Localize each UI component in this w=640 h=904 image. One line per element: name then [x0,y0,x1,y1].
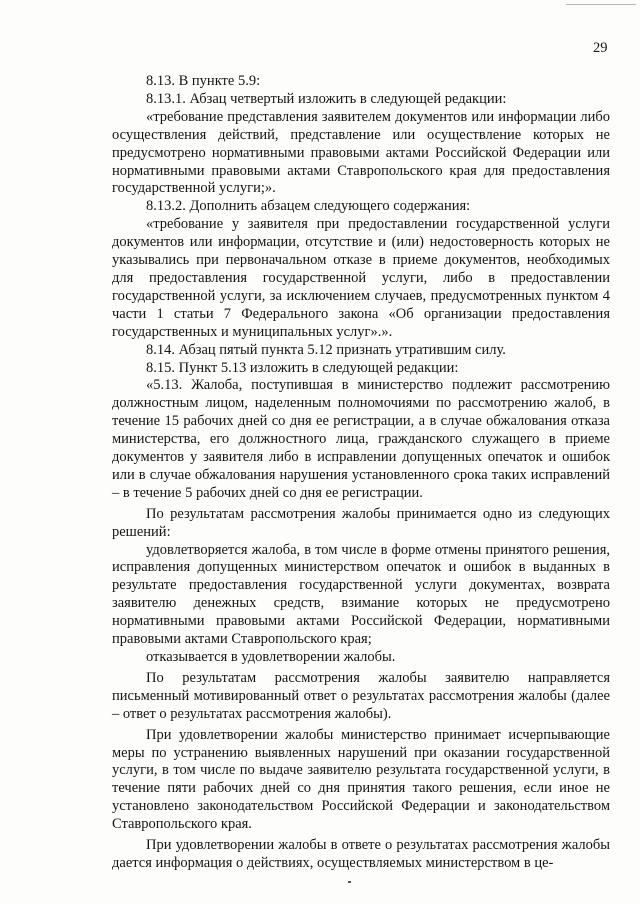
paragraph-8-13-2: 8.13.2. Дополнить абзацем следующего содержания: [146,198,471,215]
paragraph-8-13-1: 8.13.1. Абзац четвертый изложить в следующей редакции: [146,90,507,107]
paragraph: По результатам рассмотрения жалобы заявителю направляется письменный мотивированный ответ о результатах рассмотрения жалобы (далее – ответ о результатах рассмотрения жалобы). [112,669,610,722]
top-edge-rule [566,4,636,5]
paragraph-8-14: 8.14. Абзац пятый пункта 5.12 признать утратившим силу. [146,341,506,358]
scan-speck [348,881,351,883]
paragraph-8-15: 8.15. Пункт 5.13 изложить в следующей редакции: [146,359,459,376]
paragraph: удовлетворяется жалоба, в том числе в форме отмены принятого решения, исправления допущенных министерством опечаток и ошибок в выданных в результате предоставления государственной услуги документах, возврата заявителю денежных средств, взимание которых не предусмотрено нормативными правовыми актами Российской Федерации, нормативными правовыми актами Ставропольского края; [112,541,610,648]
quoted-paragraph: «требование у заявителя при предоставлении государственной услуги документов или информации, отсутствие и (или) недостоверность которых не указывались при первоначальном отказе в приеме документов, необходимых для предоставления государственной услуги, либо в предоставлении государственной услуги, за исключением случаев, предусмотренных пунктом 4 части 1 статьи 7 Федерального закона «Об организации предоставления государственных и муниципальных услуг».». [112,216,610,340]
paragraph: По результатам рассмотрения жалобы принимается одно из следующих решений: [112,505,610,540]
paragraph: При удовлетворении жалобы министерство принимает исчерпывающие меры по устранению выявленных нарушений при оказании государственной услуги, в том числе по выдаче заявителю результата государственной услуги, в течение пяти рабочих дней со дня принятия такого решения, если иное не установлено законодательством Российской Федерации и законодательством Ставропольского края. [112,726,610,833]
paragraph: отказывается в удовлетворении жалобы. [146,649,396,665]
paragraph: При удовлетворении жалобы в ответе о результатах рассмотрения жалобы дается информация о действиях, осуществляемых министерством в це- [112,837,610,871]
paragraph-8-13: 8.13. В пункте 5.9: [146,73,261,89]
body-text [112,73,610,873]
page-number: 29 [593,40,608,56]
quoted-paragraph: «5.13. Жалоба, поступившая в министерство подлежит рассмотрению должностным лицом, наделенным полномочиями по рассмотрению жалоб, в течение 15 рабочих дней со дня ее регистрации, а в случае обжалования отказа министерства, его должностного лица, гражданского служащего в приеме документов у заявителя либо в исправлении допущенных опечаток и ошибок или в случае обжалования нарушения установленного срока таких исправлений – в течение 5 рабочих дней со дня ее регистрации. [112,377,610,501]
quoted-paragraph: «требование представления заявителем документов или информации либо осуществления действий, представление или осуществление которых не предусмотрено нормативными правовыми актами Российской Федерации или нормативными правовыми актами Ставропольского края для предоставления государственной услуги;». [112,108,610,197]
